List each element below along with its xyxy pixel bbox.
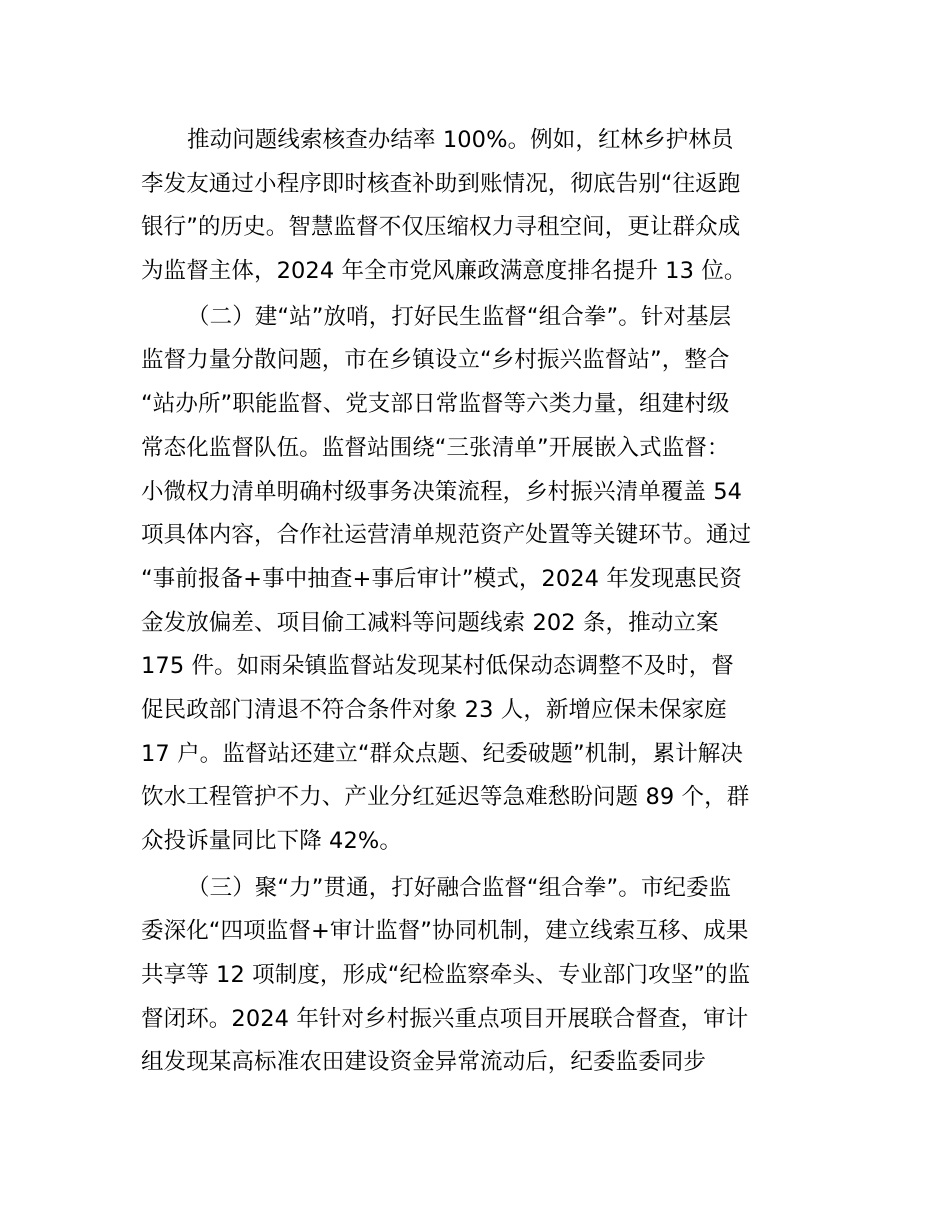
paragraph-line: 委深化“四项监督+审计监督”协同机制，建立线索互移、成果 — [141, 918, 749, 945]
paragraph-line: 为监督主体，2024 年全市党风廉政满意度排名提升 13 位。 — [141, 258, 747, 285]
paragraph-line: 李发友通过小程序即时核查补助到账情况，彻底告别“往返跑 — [141, 170, 741, 197]
paragraph-line: 项具体内容，合作社运营清单规范资产处置等关键环节。通过 — [141, 522, 752, 549]
paragraph-line: 监督力量分散问题，市在乡镇设立“乡村振兴监督站”，整合 — [141, 347, 730, 374]
paragraph-2 — [141, 296, 809, 864]
paragraph-line: 众投诉量同比下降 42%。 — [141, 828, 402, 854]
paragraph-line: 175 件。如雨朵镇监督站发现某村低保动态调整不及时，督 — [141, 653, 734, 680]
paragraph-line: 促民政部门清退不符合条件对象 23 人，新增应保未保家庭 — [141, 696, 727, 723]
document-body — [141, 119, 809, 1085]
paragraph-line: 17 户。监督站还建立“群众点题、纪委破题”机制，累计解决 — [141, 740, 743, 767]
paragraph-line: 推动问题线索核查办结率 100%。例如，红林乡护林员 — [187, 127, 734, 153]
paragraph-line: 共享等 12 项制度，形成“纪检监察牵头、专业部门攻坚”的监 — [141, 962, 751, 989]
paragraph-line: 常态化监督队伍。监督站围绕“三张清单”开展嵌入式监督： — [141, 434, 730, 461]
paragraph-line: “事前报备+事中抽查+事后审计”模式，2024 年发现惠民资 — [141, 565, 742, 592]
paragraph-line: 饮水工程管护不力、产业分红延迟等急难愁盼问题 89 个，群 — [141, 784, 750, 811]
paragraph-3 — [141, 867, 809, 1085]
paragraph-1 — [141, 119, 809, 294]
paragraph-line: （二）建“站”放哨，打好民生监督“组合拳”。针对基层 — [187, 303, 732, 330]
paragraph-line: 组发现某高标准农田建设资金异常流动后，纪委监委同步 — [141, 1049, 707, 1076]
paragraph-line: 督闭环。2024 年针对乡村振兴重点项目开展联合督查，审计 — [141, 1005, 749, 1032]
paragraph-line: 银行”的历史。智慧监督不仅压缩权力寻租空间，更让群众成 — [141, 214, 741, 241]
paragraph-line: 金发放偏差、项目偷工减料等问题线索 202 条，推动立案 — [141, 609, 719, 636]
paragraph-line: “站办所”职能监督、党支部日常监督等六类力量，组建村级 — [141, 391, 730, 418]
paragraph-line: 小微权力清单明确村级事务决策流程，乡村振兴清单覆盖 54 — [141, 478, 743, 505]
paragraph-line: （三）聚“力”贯通，打好融合监督“组合拳”。市纪委监 — [187, 874, 732, 901]
